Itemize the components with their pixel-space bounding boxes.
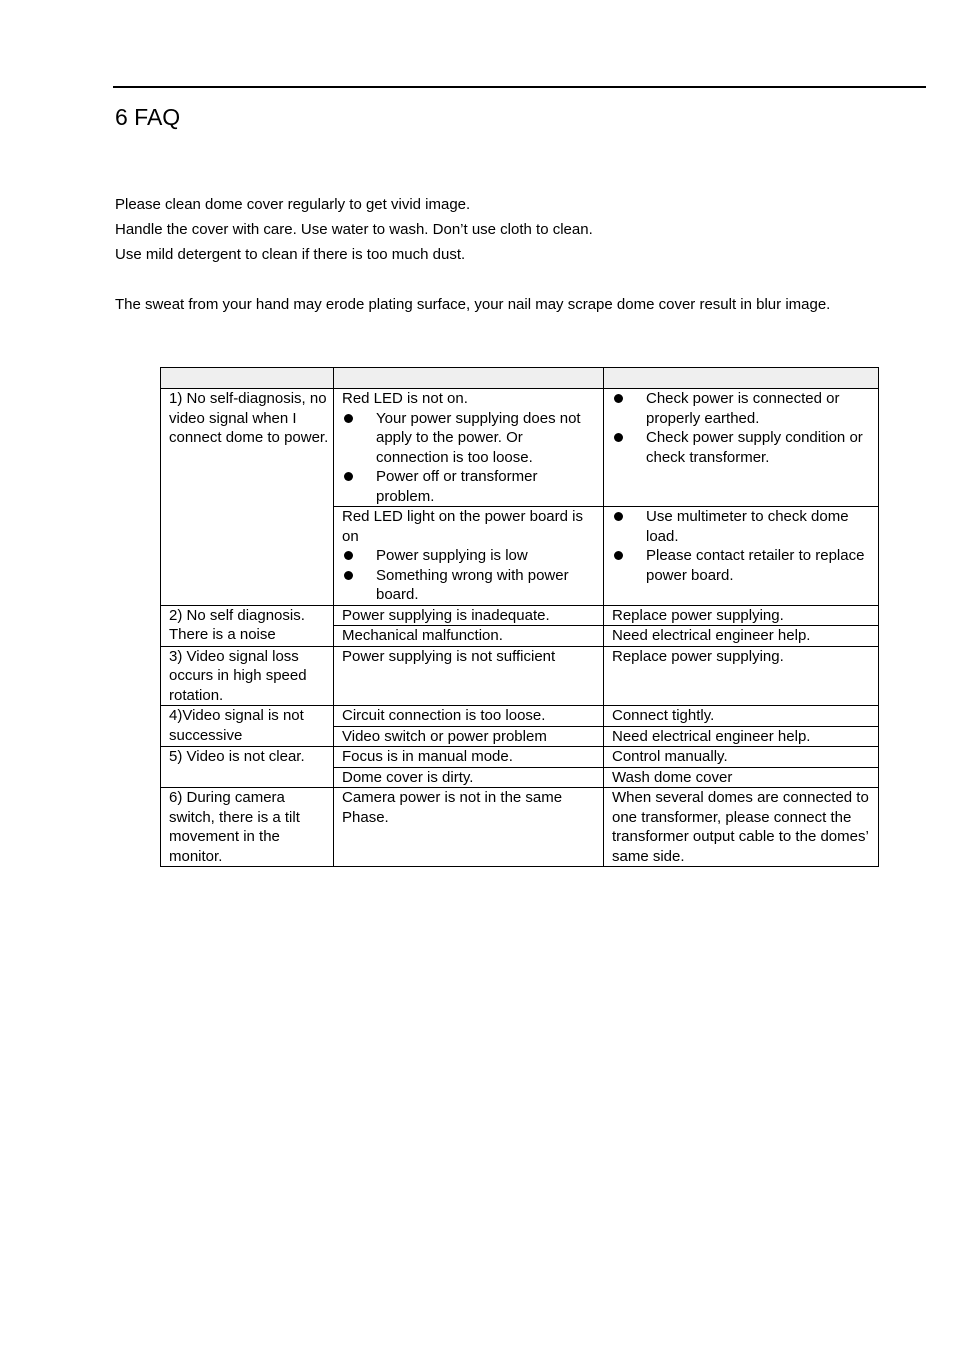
solution-cell: Replace power supplying. [604, 646, 879, 706]
list-item [342, 546, 599, 566]
cause-text: Red LED is not on. [342, 390, 468, 407]
problem-cell: 4)Video signal is not successive [161, 706, 334, 747]
cause-cell: Power supplying is inadequate. [334, 605, 604, 626]
sweat-warning-paragraph: The sweat from your hand may erode plating surface, your nail may scrape dome cover result in blur image. [115, 296, 831, 313]
cause-list [342, 546, 599, 605]
list-item [342, 409, 599, 468]
list-item [612, 389, 874, 428]
table-row [161, 788, 879, 867]
solution-cell: Need electrical engineer help. [604, 626, 879, 647]
solution-cell: Wash dome cover [604, 767, 879, 788]
list-item-text: Your power supplying does not apply to the power. Or connection is too loose. [376, 409, 581, 466]
bullet-icon [614, 433, 623, 442]
cause-cell [334, 507, 604, 606]
header-cause [334, 368, 604, 389]
solution-list [612, 507, 874, 585]
problem-cell: 6) During camera switch, there is a tilt movement in the monitor. [161, 788, 334, 867]
header-problem [161, 368, 334, 389]
solution-cell: Control manually. [604, 747, 879, 768]
cleaning-paragraph-2: Handle the cover with care. Use water to wash. Don’t use cloth to clean. [115, 221, 593, 238]
cleaning-paragraph-3: Use mild detergent to clean if there is too much dust. [115, 246, 466, 263]
problem-cell: 1) No self-diagnosis, no video signal when I connect dome to power. [161, 389, 334, 606]
list-item [342, 467, 599, 506]
cause-cell: Circuit connection is too loose. [334, 706, 604, 727]
bullet-icon [344, 551, 353, 560]
solution-cell: Replace power supplying. [604, 605, 879, 626]
list-item-text: Power supplying is low [376, 547, 528, 564]
bullet-icon [614, 551, 623, 560]
faq-table [160, 367, 879, 867]
list-item-text: Please contact retailer to replace power board. [646, 547, 865, 584]
list-item-text: Check power supply condition or check transformer. [646, 429, 863, 466]
bullet-icon [344, 571, 353, 580]
solution-cell [604, 389, 879, 507]
bullet-icon [614, 394, 623, 403]
list-item [612, 546, 874, 585]
list-item [612, 428, 874, 467]
header-solution [604, 368, 879, 389]
solution-list [612, 389, 874, 467]
problem-cell: 3) Video signal loss occurs in high speed rotation. [161, 646, 334, 706]
problem-cell: 5) Video is not clear. [161, 747, 334, 788]
table-row [161, 389, 879, 507]
cause-text: Red LED light on the power board is on [342, 508, 583, 545]
solution-cell: Connect tightly. [604, 706, 879, 727]
bullet-icon [344, 472, 353, 481]
solution-cell [604, 507, 879, 606]
list-item [612, 507, 874, 546]
list-item-text: Use multimeter to check dome load. [646, 508, 849, 545]
list-item-text: Something wrong with power board. [376, 566, 569, 603]
cause-cell: Video switch or power problem [334, 726, 604, 747]
solution-cell: When several domes are connected to one transformer, please connect the transformer output cable to the domes’ same side. [604, 788, 879, 867]
list-item-text: Check power is connected or properly earthed. [646, 390, 840, 427]
solution-cell: Need electrical engineer help. [604, 726, 879, 747]
bullet-icon [344, 414, 353, 423]
cause-cell: Mechanical malfunction. [334, 626, 604, 647]
cause-list [342, 409, 599, 507]
cause-cell [334, 389, 604, 507]
list-item-text: Power off or transformer problem. [376, 468, 538, 505]
cause-cell: Dome cover is dirty. [334, 767, 604, 788]
table-row [161, 605, 879, 626]
cause-cell: Camera power is not in the same Phase. [334, 788, 604, 867]
table-row [161, 747, 879, 768]
table-row [161, 706, 879, 727]
cause-cell: Focus is in manual mode. [334, 747, 604, 768]
bullet-icon [614, 512, 623, 521]
header-rule [113, 86, 926, 88]
table-header-row [161, 368, 879, 389]
cause-cell: Power supplying is not sufficient [334, 646, 604, 706]
section-heading: 6 FAQ [115, 104, 181, 130]
problem-cell: 2) No self diagnosis. There is a noise [161, 605, 334, 646]
list-item [342, 566, 599, 605]
cleaning-paragraph-1: Please clean dome cover regularly to get vivid image. [115, 196, 471, 213]
table-row [161, 646, 879, 706]
